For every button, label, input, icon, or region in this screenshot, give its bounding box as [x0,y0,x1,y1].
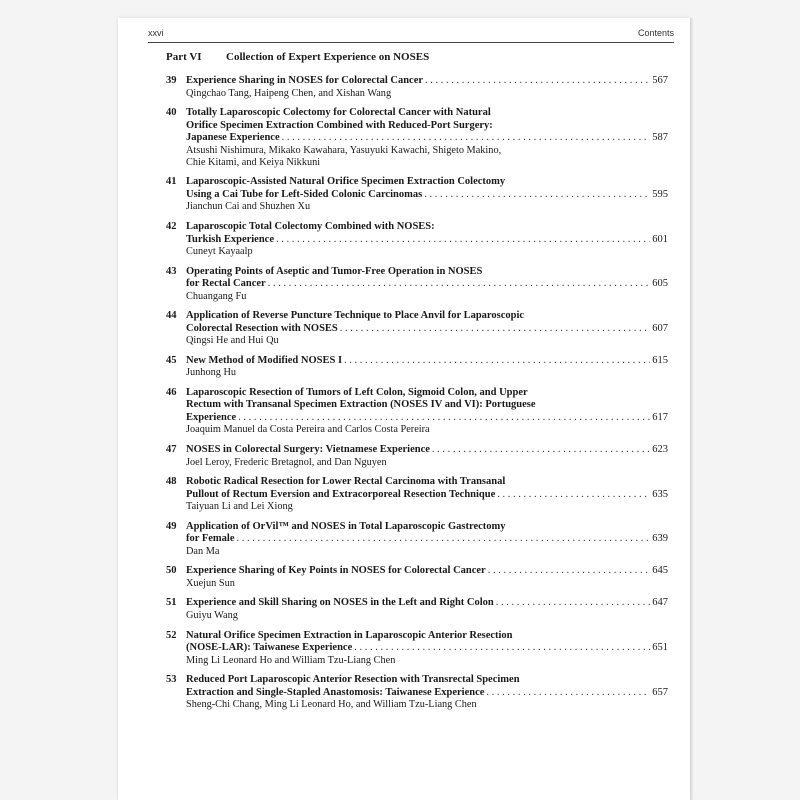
chapter-number: 42 [166,221,177,233]
dot-leader [282,132,651,145]
dot-leader [425,75,650,88]
toc-entry[interactable] [166,630,668,667]
dot-leader [486,687,650,700]
chapter-title-line: Natural Orifice Specimen Extraction in Laparoscopic Anterior Resection [186,629,513,641]
chapter-number: 52 [166,629,177,641]
chapter-page-number[interactable]: 635 [652,488,668,500]
chapter-title-line: (NOSE-LAR): Taiwanese Experience [186,642,353,654]
chapter-page-number[interactable]: 567 [652,75,668,86]
chapter-title-line: Reduced Port Laparoscopic Anterior Resection with Transrectal Specimen [186,674,520,686]
dot-leader [354,642,650,655]
chapter-number: 44 [166,310,177,322]
chapter-title-row [186,597,668,610]
chapter-title-row [186,355,668,368]
toc-entry[interactable] [166,565,668,590]
part-label: Part VI [166,51,202,63]
dot-leader [268,278,651,291]
chapter-title-row [186,189,668,202]
toc-entry[interactable] [166,310,668,347]
chapter-number: 49 [166,520,177,532]
chapter-page-number[interactable]: 623 [652,444,668,456]
chapter-authors: Joaquim Manuel da Costa Pereira and Carlos Costa Pereira [186,424,430,436]
toc-entry[interactable] [166,266,668,303]
chapter-page-number[interactable]: 647 [652,597,668,609]
chapter-authors: Guiyu Wang [186,609,238,621]
chapter-title-line: Robotic Radical Resection for Lower Rectal Carcinoma with Transanal [186,476,506,488]
chapter-authors: Dan Ma [186,545,220,557]
chapter-authors: Atsushi Nishimura, Mikako Kawahara, Yasuyuki Kawachi, Shigeto Makino, [186,144,502,156]
part-heading [166,51,429,63]
chapter-number: 43 [166,265,177,277]
chapter-title-row [186,444,668,457]
chapter-title-line: Using a Cai Tube for Left-Sided Colonic Carcinomas [186,188,423,200]
chapter-title-line: Colorectal Resection with NOSES [186,322,338,334]
chapter-title-row [186,533,668,546]
page-number: xxvi [148,28,164,38]
chapter-authors: Qingsi He and Hui Qu [186,335,279,347]
book-page [118,18,690,800]
chapter-title-row [186,234,668,247]
chapter-authors: Ming Li Leonard Ho and William Tzu-Liang Chen [186,654,396,666]
chapter-title-line: Experience Sharing in NOSES for Colorectal Cancer [186,75,424,86]
chapter-number: 51 [166,597,177,609]
chapter-authors: Qingchao Tang, Haipeng Chen, and Xishan Wang [186,87,392,99]
toc-entry[interactable] [166,107,668,169]
toc-entry[interactable] [166,221,668,258]
chapter-title-row [186,565,668,578]
dot-leader [340,323,650,336]
chapter-title-line: for Rectal Cancer [186,278,266,290]
chapter-title-line: Totally Laparoscopic Colectomy for Colorectal Cancer with Natural [186,107,491,119]
chapter-title-row [186,323,668,336]
toc-entry[interactable] [166,444,668,469]
chapter-title-line: Orifice Specimen Extraction Combined with Reduced-Port Surgery: [186,119,493,131]
chapter-title-row [186,132,668,145]
chapter-title-line: Experience [186,411,237,423]
part-title: Collection of Expert Experience on NOSES [226,51,430,63]
chapter-title-row [186,489,668,502]
chapter-title-line: Laparoscopic Total Colectomy Combined with NOSES: [186,221,435,233]
dot-leader [237,533,651,546]
chapter-number: 48 [166,476,177,488]
chapter-page-number[interactable]: 587 [652,132,668,144]
chapter-number: 40 [166,107,177,119]
chapter-list [166,75,668,719]
chapter-title-row [186,412,668,425]
chapter-page-number[interactable]: 607 [652,322,668,334]
chapter-number: 39 [166,75,177,86]
chapter-page-number[interactable]: 605 [652,278,668,290]
chapter-authors: Sheng-Chi Chang, Ming Li Leonard Ho, and William Tzu-Liang Chen [186,699,477,711]
chapter-title-row [186,278,668,291]
chapter-title-line: Rectum with Transanal Specimen Extraction (NOSES IV and VI): Portuguese [186,399,536,411]
chapter-authors: Junhong Hu [186,367,237,379]
chapter-title-line: Application of OrVil™ and NOSES in Total Laparoscopic Gastrectomy [186,520,506,532]
dot-leader [238,412,650,425]
chapter-title-line: Experience Sharing of Key Points in NOSES for Colorectal Cancer [186,565,486,577]
dot-leader [344,355,650,368]
chapter-title-row [186,687,668,700]
page-edge [690,18,694,800]
chapter-number: 53 [166,674,177,686]
chapter-title-line: Experience and Skill Sharing on NOSES in the Left and Right Colon [186,597,494,609]
chapter-authors: Chie Kitami, and Keiya Nikkuni [186,156,321,168]
chapter-title-line: Operating Points of Aseptic and Tumor-Free Operation in NOSES [186,265,483,277]
section-name: Contents [637,28,674,38]
chapter-page-number[interactable]: 639 [652,533,668,545]
chapter-authors: Cuneyt Kayaalp [186,246,253,258]
chapter-authors: Xuejun Sun [186,577,235,589]
toc-entry[interactable] [166,476,668,513]
dot-leader [432,444,650,457]
toc-entry[interactable] [166,176,668,213]
toc-entry[interactable] [166,355,668,380]
chapter-title-line: Application of Reverse Puncture Technique to Place Anvil for Laparoscopic [186,310,525,322]
chapter-title-line: Pullout of Rectum Eversion and Extracorporeal Resection Technique [186,488,496,500]
dot-leader [488,565,651,578]
chapter-page-number[interactable]: 601 [652,233,668,245]
chapter-title-line: Laparoscopic Resection of Tumors of Left Colon, Sigmoid Colon, and Upper [186,386,528,398]
toc-entry[interactable] [166,387,668,437]
chapter-number: 41 [166,176,177,188]
chapter-number: 46 [166,386,177,398]
chapter-authors: Taiyuan Li and Lei Xiong [186,501,293,513]
chapter-title-line: NOSES in Colorectal Surgery: Vietnamese Experience [186,444,430,456]
chapter-title-line: Turkish Experience [186,233,274,245]
chapter-page-number[interactable]: 615 [652,354,668,366]
toc-entry[interactable] [166,674,668,711]
chapter-title-line: New Method of Modified NOSES I [186,354,343,366]
chapter-page-number[interactable]: 595 [652,188,668,200]
chapter-title-row [186,642,668,655]
dot-leader [497,489,650,502]
chapter-authors: Jianchun Cai and Shuzhen Xu [186,201,311,213]
toc-entry[interactable] [166,75,668,100]
chapter-number: 50 [166,565,177,577]
chapter-title-line: for Female [186,533,235,545]
running-head [148,28,674,42]
chapter-title-row [186,75,668,88]
dot-leader [496,597,650,610]
chapter-authors: Chuangang Fu [186,290,247,302]
dot-leader [424,189,650,202]
chapter-title-line: Extraction and Single-Stapled Anastomosis: Taiwanese Experience [186,686,485,698]
chapter-authors: Joel Leroy, Frederic Bretagnol, and Dan Nguyen [186,456,387,468]
toc-entry[interactable] [166,521,668,558]
chapter-page-number[interactable]: 651 [652,642,668,654]
header-rule [148,42,674,43]
chapter-number: 45 [166,354,177,366]
chapter-title-line: Japanese Experience [186,132,280,144]
chapter-page-number[interactable]: 617 [652,411,668,423]
chapter-page-number[interactable]: 645 [652,565,668,577]
chapter-page-number[interactable]: 657 [652,686,668,698]
toc-entry[interactable] [166,597,668,622]
chapter-number: 47 [166,444,177,456]
chapter-title-line: Laparoscopic-Assisted Natural Orifice Specimen Extraction Colectomy [186,176,506,188]
dot-leader [276,234,650,247]
